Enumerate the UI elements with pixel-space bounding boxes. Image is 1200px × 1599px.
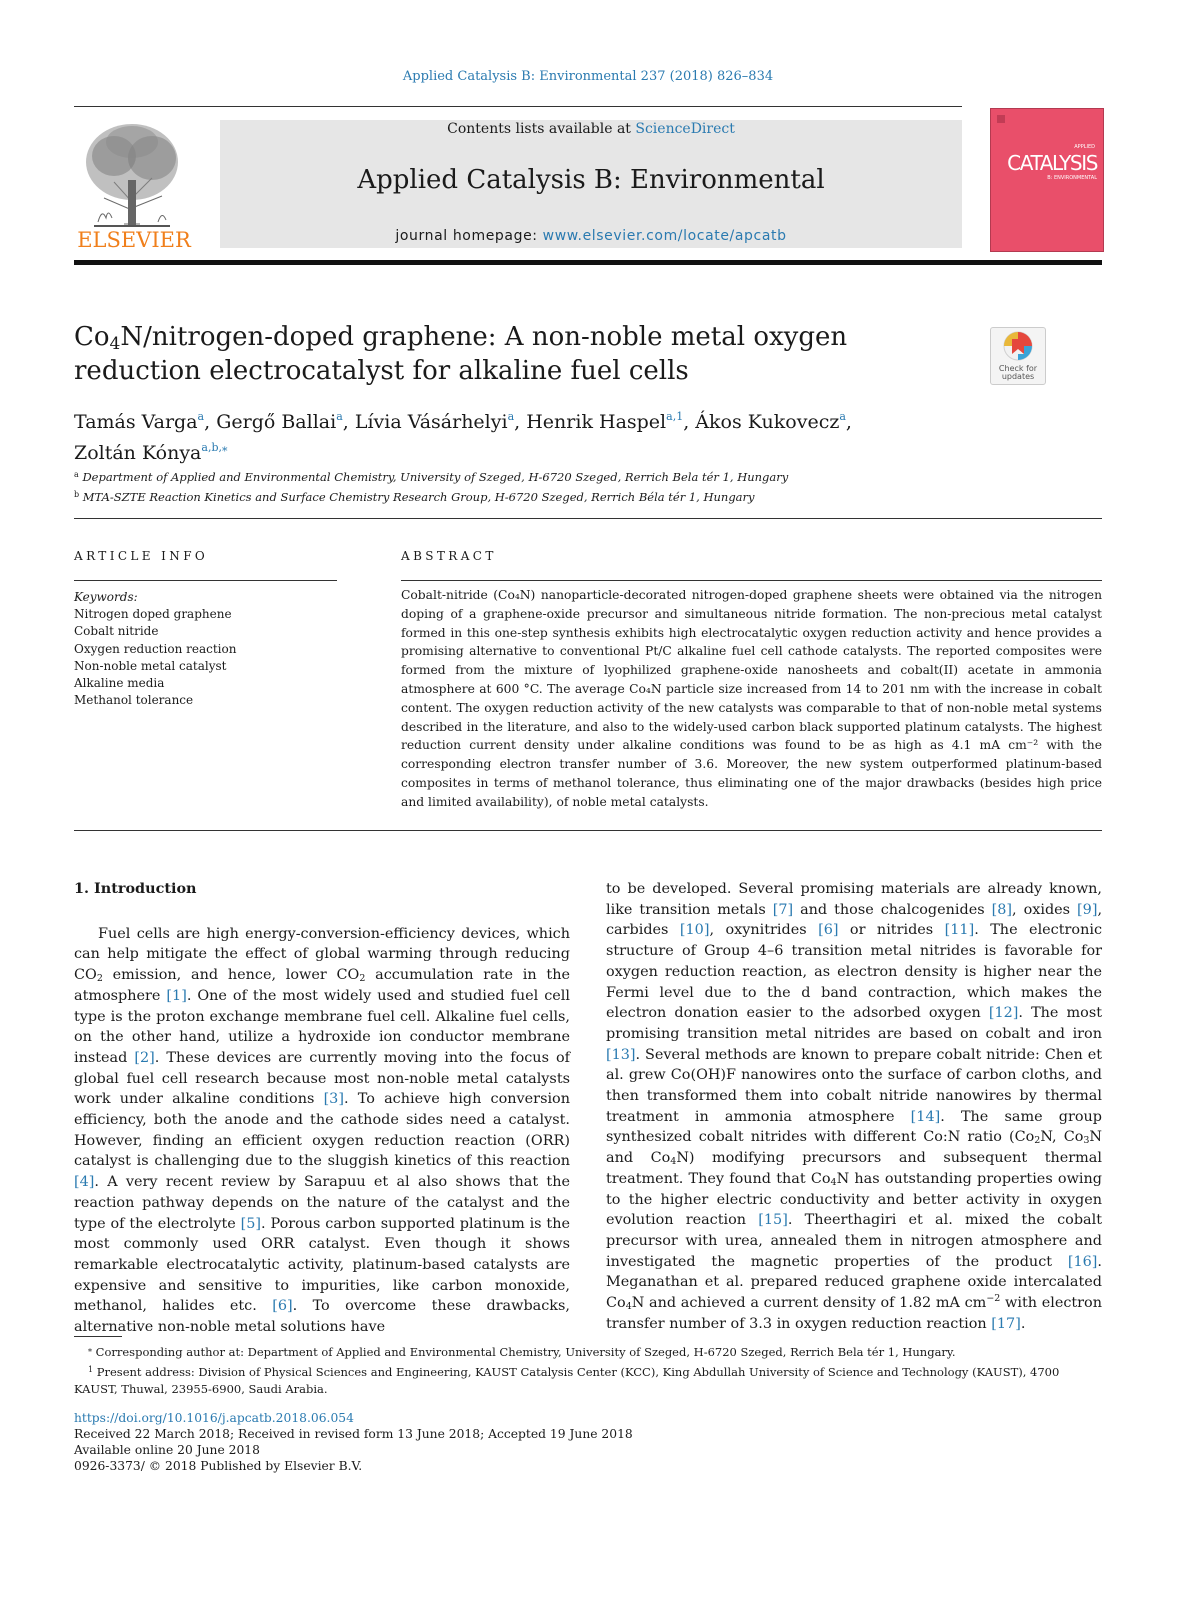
check-for-updates-badge[interactable] <box>990 327 1046 385</box>
cover-title: CATALYSIS <box>1007 151 1097 175</box>
body-column-right <box>606 879 1102 1334</box>
reference-link[interactable]: [17] <box>991 1315 1021 1332</box>
header-thick-rule <box>74 260 1102 265</box>
doi-link[interactable]: https://doi.org/10.1016/j.apcatb.2018.06.054 <box>74 1411 354 1425</box>
author-list: Tamás Varga$^a$, Gergő Ballai$^a$, Lívia Vásárhelyi$^a$, Henrik Haspel$^{a,1}$, Ákos Kukovecz$^a$, Zoltán Kónya$^{a,b,⁎}$ <box>74 410 852 464</box>
text-run: Co <box>650 1150 671 1167</box>
sciencedirect-link[interactable]: ScienceDirect <box>635 121 735 137</box>
keyword: Oxygen reduction reaction <box>74 641 237 656</box>
abstract-rule <box>401 580 1102 581</box>
affiliation-text: Department of Applied and Environmental Chemistry, University of Szeged, H-6720 Szeged, Rerrich Bela tér 1, Hungary <box>82 470 789 484</box>
footnote-mark: 1 <box>88 1365 94 1374</box>
affiliation-text: MTA-SZTE Reaction Kinetics and Surface Chemistry Research Group, H-6720 Szeged, Rerrich Béla tér 1, Hungary <box>82 490 755 504</box>
reference-link[interactable]: [7] <box>772 901 794 918</box>
author[interactable]: Lívia Vásárhelyi <box>354 411 508 433</box>
text-run: . To overcome these drawbacks, alternative non-noble metal solutions have <box>74 1298 570 1336</box>
cover-subtitle: B: ENVIRONMENTAL <box>1047 175 1097 181</box>
history-dates: Received 22 March 2018; Received in revised form 13 June 2018; Accepted 19 June 2018 <box>74 1427 633 1441</box>
text-run: . Meganathan et al. prepared reduced graphene oxide intercalated <box>606 1253 1102 1291</box>
text-run: Co <box>1014 1129 1035 1146</box>
footnote-mark: ⁎ <box>88 1345 92 1354</box>
keywords-label: Keywords: <box>74 590 138 604</box>
title-prefix: Co <box>74 322 110 352</box>
contents-label: Contents lists available at <box>447 121 636 137</box>
text-run: N has outstanding properties owing to the higher electric conductivity and better activity in oxygen evolution reaction <box>606 1170 1102 1229</box>
text-run: CO <box>74 967 97 984</box>
author[interactable]: Gergő Ballai <box>216 411 337 433</box>
affiliation <box>74 466 1102 486</box>
footnotes <box>74 1341 1102 1398</box>
text-run: . The electronic structure of Group 4–6 transition metal nitrides is favorable for oxygen reduction reaction, as electron density is higher near the Fermi level due to the d band contraction, which makes the electron donation easier to the adsorbed oxygen <box>606 922 1102 1022</box>
text-run: N and achieved a current density of 1.82 mA cm <box>631 1295 987 1312</box>
text-run: CO <box>336 967 360 984</box>
journal-banner <box>220 120 962 248</box>
text-run: N) modifying precursors and subsequent thermal treatment. They found that <box>606 1150 1102 1187</box>
affiliation-list <box>74 466 1102 506</box>
text-run: . One of the most widely used and studied fuel cell type is the proton exchange membrane fuel cell. Alkaline fuel cells, on the other hand, utilize a hydroxide ion conductor membrane instead <box>74 987 570 1066</box>
text-run: Co <box>1063 1129 1084 1146</box>
author[interactable]: Henrik Haspel <box>526 411 667 433</box>
affiliation <box>74 486 1102 506</box>
reference-link[interactable]: [10] <box>679 922 710 939</box>
footnote-rule <box>74 1336 122 1337</box>
text-run: . <box>1020 1315 1026 1332</box>
cover-small-label: APPLIED <box>1074 144 1095 150</box>
reference-link[interactable]: [9] <box>1077 901 1098 918</box>
journal-citation[interactable]: Applied Catalysis B: Environmental 237 (2018) 826–834 <box>402 69 774 84</box>
title-rest: N/nitrogen-doped graphene: A non-noble metal oxygen reduction electrocatalyst for alkaline fuel cells <box>74 322 848 386</box>
text-run: Co <box>810 1170 831 1187</box>
author-affiliation-mark[interactable]: a <box>336 410 343 423</box>
publication-info <box>74 1410 633 1474</box>
footnote-text: Corresponding author at: Department of Applied and Environmental Chemistry, University of Szeged, H-6720 Szeged, Rerrich Bela tér 1, Hungary. <box>95 1345 956 1359</box>
text-run: . A very recent review by Sarapuu et al also shows that the reaction pathway depends on the nature of the catalyst and the type of the electrolyte <box>74 1174 570 1232</box>
check-updates-label: Check for updates <box>998 364 1038 381</box>
homepage-label: journal homepage: <box>395 228 543 244</box>
text-run: or nitrides <box>838 922 945 939</box>
text-run: . These devices are currently moving into the focus of global fuel cell research because most non-noble metal catalysts work under alkaline conditions <box>74 1049 570 1108</box>
title-subscript: 4 <box>109 334 121 354</box>
abstract-end-rule <box>74 830 1102 831</box>
keyword: Nitrogen doped graphene <box>74 607 232 622</box>
keyword: Cobalt nitride <box>74 624 159 639</box>
reference-link[interactable]: [8] <box>991 901 1013 918</box>
author-affiliation-mark[interactable]: a <box>839 410 846 423</box>
text-run: emission, and hence, lower <box>102 967 337 984</box>
reference-link[interactable]: [13] <box>606 1046 636 1063</box>
reference-link[interactable]: [14] <box>910 1108 941 1125</box>
reference-link[interactable]: [4] <box>74 1174 95 1191</box>
subscript: 3 <box>1083 1135 1090 1147</box>
crossmark-icon <box>991 328 1045 366</box>
author-affiliation-mark[interactable]: a <box>507 410 515 423</box>
affiliation-mark: b <box>74 490 80 499</box>
elsevier-logo <box>74 118 194 250</box>
reference-link[interactable]: [6] <box>272 1298 293 1315</box>
reference-link[interactable]: [6] <box>818 922 839 939</box>
text-run: accumulation rate in the atmosphere <box>74 967 570 1004</box>
reference-link[interactable]: [1] <box>166 987 187 1004</box>
homepage-link[interactable]: www.elsevier.com/locate/apcatb <box>542 228 787 244</box>
author[interactable]: Ákos Kukovecz <box>695 411 840 433</box>
text-run: , carbides <box>606 901 1103 939</box>
reference-link[interactable]: [11] <box>944 922 975 939</box>
copyright-line: 0926-3373/ © 2018 Published by Elsevier B.V. <box>74 1459 363 1473</box>
text-run: N and <box>606 1129 1103 1167</box>
reference-link[interactable]: [3] <box>323 1091 344 1108</box>
footnote-present-address <box>74 1361 1102 1398</box>
subscript: 2 <box>359 973 366 985</box>
contents-line <box>220 121 962 137</box>
keywords-block <box>74 589 236 709</box>
text-run: . Porous carbon supported platinum is the most commonly used ORR catalyst. Even though it shows remarkable electrocatalytic activity, platinum-based catalysts are expensive and sensitive to impurities, like carbon monoxide, methanol, halides etc. <box>74 1215 570 1315</box>
text-run: . The same group synthesized cobalt nitrides with different Co:N ratio ( <box>606 1108 1102 1146</box>
header-rule <box>74 106 962 107</box>
author[interactable]: Tamás Varga <box>74 411 198 433</box>
subscript: 4 <box>830 1176 837 1188</box>
reference-link[interactable]: [2] <box>134 1049 155 1066</box>
section-heading: 1. Introduction <box>74 880 197 897</box>
text-run: . Theerthagiri et al. mixed the cobalt precursor with urea, annealed them in nitrogen atmosphere and investigated the magnetic properties of the product <box>606 1212 1103 1270</box>
reference-link[interactable]: [15] <box>758 1212 788 1229</box>
reference-link[interactable]: [12] <box>988 1005 1019 1022</box>
keyword: Non-noble metal catalyst <box>74 658 227 673</box>
text-run: . To achieve high conversion efficiency, both the anode and the cathode sides need a catalyst. However, finding an efficient oxygen reduction reaction (ORR) catalyst is challenging due to the sluggish kinetics of this reaction <box>74 1091 570 1170</box>
text-run: . Several methods are known to prepare cobalt nitride: Chen et al. grew Co(OH)F nanowires onto the surface of carbon cloths, and then transformed them into cobalt nitride nanowires by thermal treatment in ammonia atmosphere <box>606 1046 1102 1125</box>
subscript: 4 <box>670 1156 677 1168</box>
subscript: 2 <box>96 973 103 985</box>
journal-cover-thumbnail[interactable] <box>990 108 1104 252</box>
text-run: to be developed. Several promising materials are already known, like transition metals <box>606 881 1102 918</box>
subscript: 2 <box>1034 1135 1041 1147</box>
elsevier-tree-icon <box>74 118 194 250</box>
journal-name: Applied Catalysis B: Environmental <box>357 165 825 195</box>
text-run: and those chalcogenides <box>793 901 992 918</box>
keyword: Methanol tolerance <box>74 693 194 708</box>
body-paragraph <box>74 924 570 1338</box>
cover-emblem-icon <box>997 115 1005 123</box>
footnote-corresponding <box>74 1341 1102 1361</box>
reference-link[interactable]: [5] <box>240 1215 262 1232</box>
article-info-heading: ARTICLE INFO <box>74 549 209 563</box>
text-run: , oxides <box>1012 901 1078 918</box>
author-affiliation-mark[interactable]: a,1 <box>666 410 684 423</box>
author-affiliation-mark[interactable]: a,b,⁎ <box>201 441 228 454</box>
footnote-text: Present address: Division of Physical Sciences and Engineering, KAUST Catalysis Center (KCC), King Abdullah University of Science and Technology (KAUST), 4700 KAUST, Thuwal, 23955-6900, Saudi Arabia. <box>74 1365 1060 1396</box>
elsevier-wordmark: ELSEVIER <box>77 228 191 250</box>
reference-link[interactable]: [16] <box>1067 1253 1098 1270</box>
article-title <box>74 320 954 388</box>
section-rule <box>74 518 1102 519</box>
text-run: , oxynitrides <box>709 922 819 939</box>
text-run: with electron transfer number of 3.3 in oxygen reduction reaction <box>606 1295 1102 1332</box>
author[interactable]: Zoltán Kónya <box>74 442 202 464</box>
text-run: N, <box>1040 1129 1064 1146</box>
journal-homepage <box>220 228 962 244</box>
superscript: −2 <box>986 1293 1001 1305</box>
abstract-text: Cobalt-nitride (Co₄N) nanoparticle-decorated nitrogen-doped graphene sheets were obtained via the nitrogen doping of a graphene-oxide precursor and simultaneous nitride formation. The non-precious metal catalyst formed in this one-step synthesis exhibits high electrocatalytic oxygen reduction activity and hence provides a promising alternative to conventional Pt/C alkaline fuel cell cathode catalysts. The reported composites were formed from the mixture of lyophilized graphene-oxide nanosheets and cobalt(II) acetate in ammonia atmosphere at 600 °C. The average Co₄N particle size increased from 14 to 201 nm with the increase in cobalt content. The oxygen reduction activity of the new catalysts was comparable to that of non-noble metal systems described in the literature, and also to the widely-used carbon black supported platinum catalysts. The highest reduction current density under alkaline conditions was found to be as high as 4.1 mA cm⁻² with the corresponding electron transfer number of 3.6. Moreover, the new system outperformed platinum-based composites in terms of methanol tolerance, thus eliminating one of the major drawbacks (besides high price and limited availability), of noble metal catalysts. <box>401 588 1102 809</box>
abstract-heading: ABSTRACT <box>401 549 497 563</box>
text-run: Co <box>606 1295 626 1312</box>
article-info-rule <box>74 580 337 581</box>
body-column-left <box>74 879 570 1338</box>
text-run: Fuel cells are high energy-conversion-efficiency devices, which can help mitigate the effect of global warming through reducing <box>74 925 570 963</box>
subscript: 4 <box>625 1301 632 1313</box>
text-run: . The most promising transition metal nitrides are based on cobalt and iron <box>606 1005 1102 1042</box>
affiliation-mark: a <box>74 470 79 479</box>
keyword: Alkaline media <box>74 676 165 691</box>
body-paragraph <box>606 879 1102 1334</box>
online-date: Available online 20 June 2018 <box>74 1443 260 1457</box>
author-affiliation-mark[interactable]: a <box>197 410 205 423</box>
